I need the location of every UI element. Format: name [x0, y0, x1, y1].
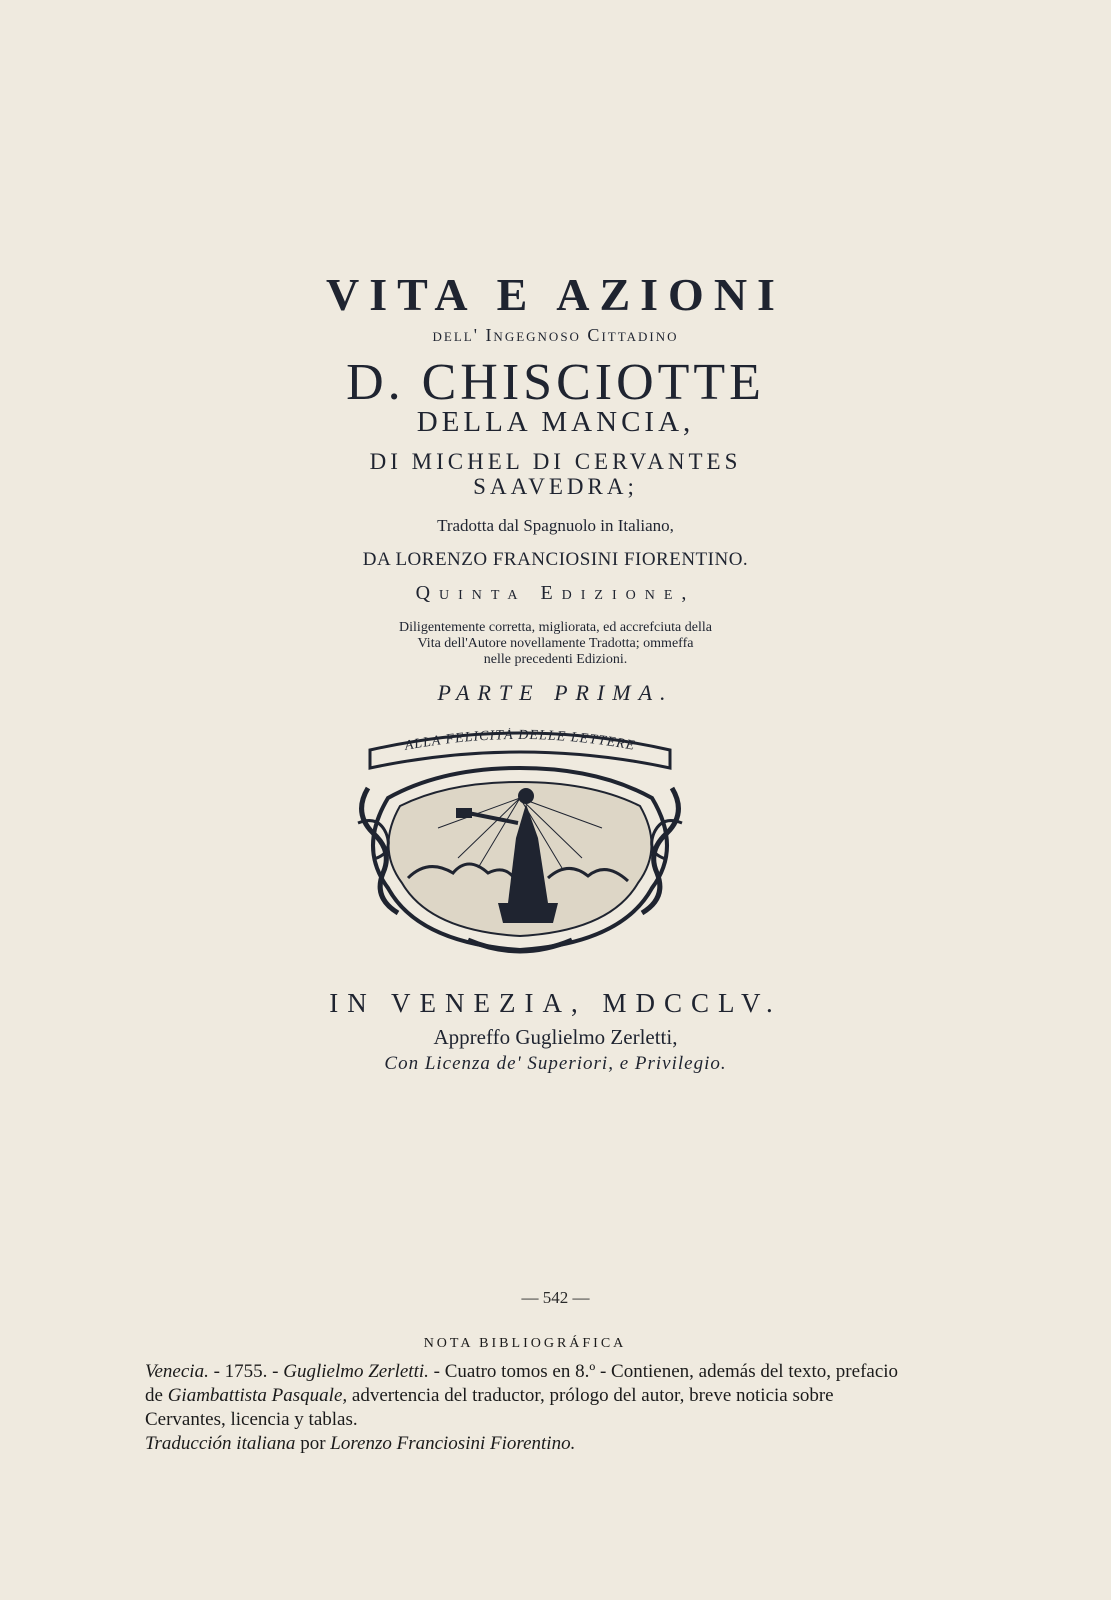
description-line-3: nelle precedenti Edizioni. [483, 652, 628, 667]
banner-text: ALLA FELICITÀ DELLE LETTERE [403, 728, 637, 754]
place-line: DELLA MANCIA, [416, 406, 695, 438]
description-line-1: Diligentemente corretta, migliorata, ed accrefciuta della [399, 620, 712, 635]
imprint-printer: Appreffo Guglielmo Zerletti, [433, 1025, 678, 1049]
description-line-2: Vita dell'Autore novellamente Tradotta; ommeffa [417, 636, 694, 651]
bibliographic-note [145, 1336, 905, 1456]
protagonist-name: D. CHISCIOTTE [346, 354, 765, 411]
author-line-2: SAAVEDRA; [473, 474, 638, 499]
part-line: PARTE PRIMA. [437, 680, 674, 705]
note-text-2: advertencia del traductor, prólogo del autor, breve noticia sobre Cervantes, licencia y tablas. [145, 1385, 834, 1430]
note-date: - 1755. - [208, 1361, 284, 1382]
note-heading: NOTA BIBLIOGRÁFICA [423, 1336, 627, 1351]
imprint-city-date: IN VENEZIA, MDCCLV. [329, 988, 782, 1018]
note-body [145, 1360, 905, 1456]
edition-line: Quinta Edizione, [415, 582, 696, 604]
note-printer: Guglielmo Zerletti. [283, 1361, 429, 1382]
book-title: VITA E AZIONI [326, 269, 785, 320]
translation-line: Tradotta dal Spagnuolo in Italiano, [437, 516, 674, 535]
translator-line: DA LORENZO FRANCIOSINI FIORENTINO. [362, 549, 749, 570]
imprint-license: Con Licenza de' Superiori, e Privilegio. [384, 1053, 727, 1074]
page-number: — 542 — [521, 1288, 590, 1307]
note-text-1: - Cuatro tomos en 8.º - Contienen, además del texto, prefacio de [145, 1361, 899, 1406]
subtitle-line: dell' Ingegnoso Cittadino [432, 325, 679, 345]
note-translation-label: Traducción italiana [145, 1433, 296, 1454]
note-editor: Giambattista Pasquale, [167, 1385, 348, 1406]
printer-vignette [348, 728, 692, 958]
note-text-3: por [295, 1433, 331, 1454]
note-paragraph-1 [145, 1360, 905, 1432]
note-translator: Lorenzo Franciosini Fiorentino. [330, 1433, 576, 1454]
author-line: DI MICHEL DI CERVANTES [369, 449, 742, 474]
note-place: Venecia. [145, 1361, 209, 1382]
note-paragraph-2 [145, 1432, 905, 1456]
